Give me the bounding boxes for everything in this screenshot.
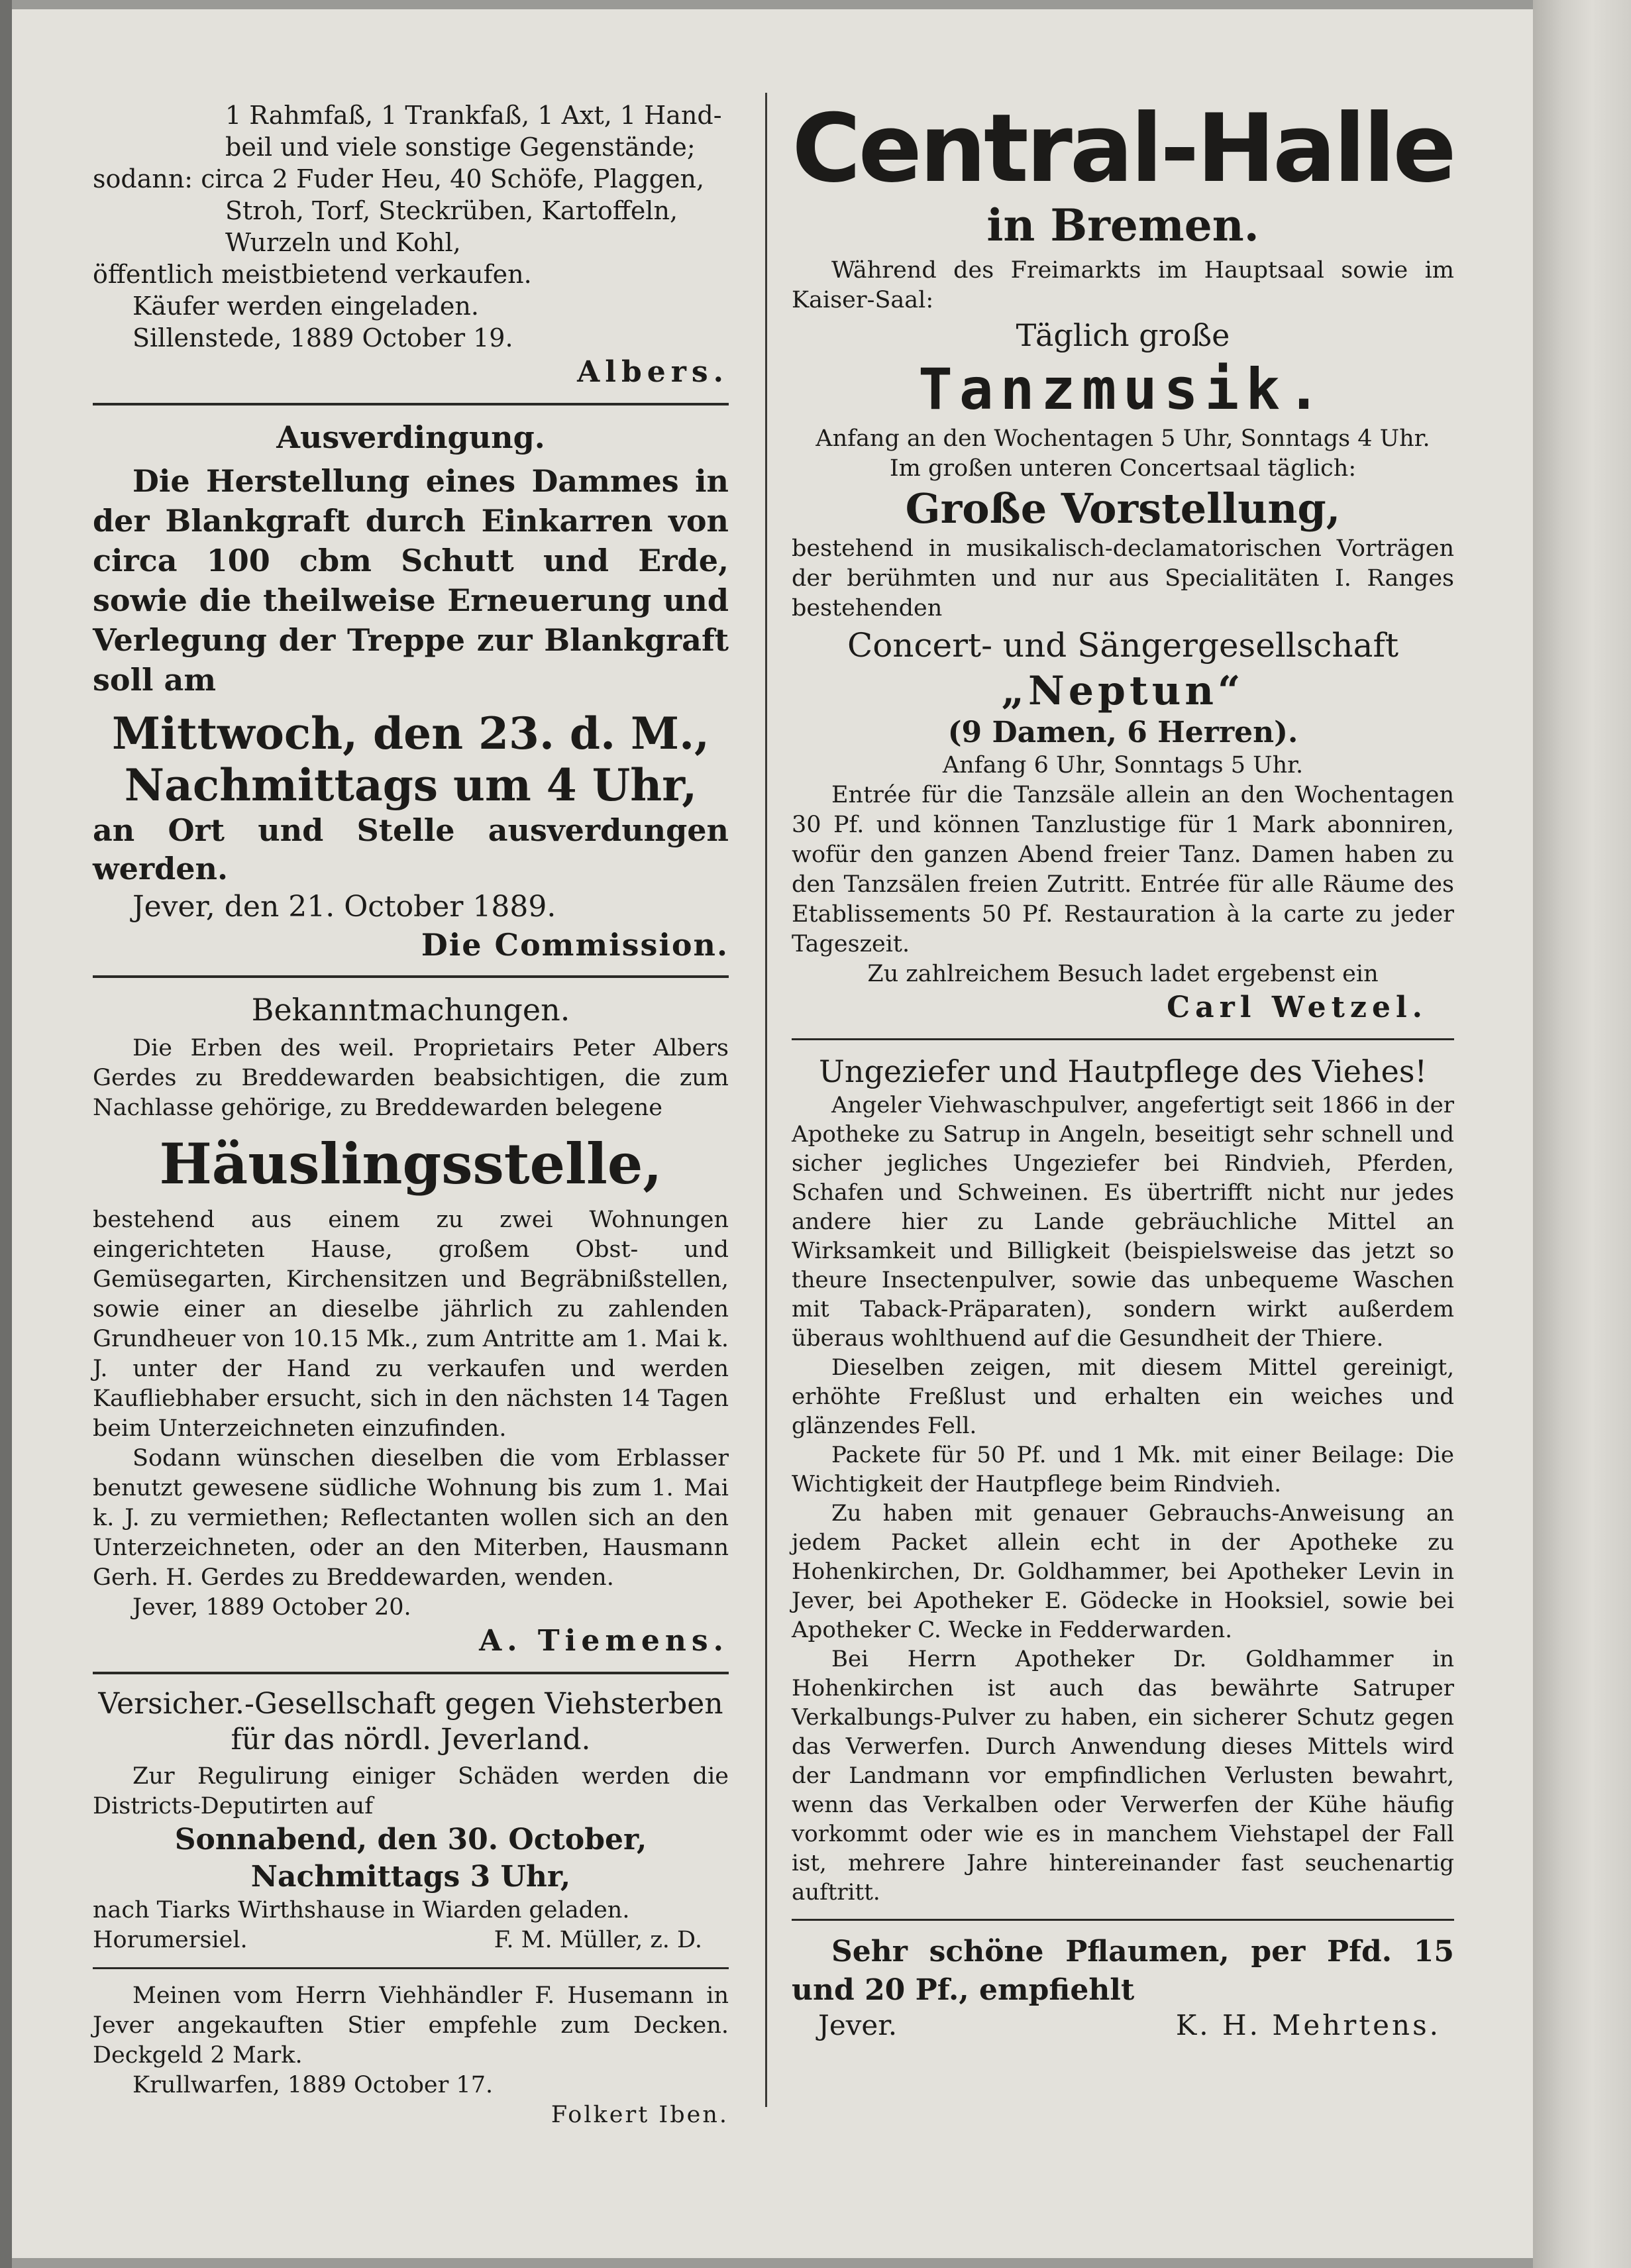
ad-intro: Während des Freimarkts im Hauptsaal sowie im Kaiser-Saal: xyxy=(792,257,1454,313)
ad-time: Nachmittags um 4 Uhr, xyxy=(124,759,698,811)
ad-text: Packete für 50 Pf. und 1 Mk. mit einer Beilage: Die Wichtigkeit der Hautpflege beim Rindvieh. xyxy=(792,1442,1454,1497)
ad-text: Die Herstellung eines Dammes in der Blankgraft durch Einkarren von circa 100 cbm Schutt und Erde, sowie die theilweise Erneuerung und Verlegung der Treppe zur Blankgraft soll am xyxy=(93,463,729,698)
ad-time: Nachmittags 3 Uhr, xyxy=(250,1860,571,1894)
ad-text: bestehend in musikalisch-declamatorischen Vorträgen der berühmten und nur aus Specialitäten I. Ranges bestehenden xyxy=(792,535,1454,621)
ad-line: Im großen unteren Concertsaal täglich: xyxy=(889,455,1357,482)
estate-ad xyxy=(93,990,729,1660)
ad-line: Wurzeln und Kohl, xyxy=(225,228,461,257)
ad-line: Stroh, Torf, Steckrüben, Kartoffeln, xyxy=(225,196,678,225)
ad-place-date: Sillenstede, 1889 October 19. xyxy=(132,323,513,352)
ad-signature: Albers. xyxy=(577,355,729,389)
ad-heading: Ausverdingung. xyxy=(276,419,545,455)
central-halle-ad xyxy=(792,94,1454,1026)
ad-line: Täglich große xyxy=(1016,317,1230,353)
ad-line: Concert- und Sängergesellschaft xyxy=(847,626,1399,665)
separator-rule xyxy=(792,1038,1454,1040)
ad-line: Käufer werden eingeladen. xyxy=(132,292,479,321)
plum-ad xyxy=(792,1933,1454,2041)
ad-title: Häuslingsstelle, xyxy=(159,1131,662,1197)
ad-footer xyxy=(792,2010,1454,2041)
ad-text: Bei Herrn Apotheker Dr. Goldhammer in Hohenkirchen ist auch das bewährte Satruper Verkalbungs-Pulver zu haben, ein sicherer Schutz gegen das Verwerfen. Durch Anwendung dieses Mittels wird der Landmann vor empfindlichen Verlusten bewahrt, wenn das Verkalben oder Verwerfen der Kühe häufig vorkommt oder wie es in manchem Viehstapel der Fall ist, mehrere Jahre hintereinander fast seuchenartig auftritt. xyxy=(792,1646,1454,1906)
tender-ad xyxy=(93,417,729,963)
auction-ad xyxy=(93,99,729,391)
ad-subtitle: in Bremen. xyxy=(986,199,1259,251)
separator-rule xyxy=(93,975,729,978)
ad-intro: Die Erben des weil. Proprietairs Peter Albers Gerdes zu Breddewarden beabsichtigen, die zum Nachlasse gehörige, zu Breddewarden belegene xyxy=(93,1035,729,1121)
insurance-ad xyxy=(93,1686,729,1955)
ad-text: Entrée für die Tanzsäle allein an den Wochentagen 30 Pf. und können Tanzlustige für 1 Mark abonniren, wofür den ganzen Abend freier Tanz. Damen haben zu den Tanzsälen freien Zutritt. Entrée für alle Räume des Etablissements 50 Pf. Restauration à la carte zu jeder Tageszeit. xyxy=(792,782,1454,957)
ad-heading: für das nördl. Jeverland. xyxy=(231,1723,591,1756)
ad-headline: „Neptun“ xyxy=(1001,668,1245,714)
cattle-powder-ad xyxy=(792,1052,1454,1907)
ad-place-date: Krullwarfen, 1889 October 17. xyxy=(132,2072,494,2098)
ad-line: 1 Rahmfaß, 1 Trankfaß, 1 Axt, 1 Hand- xyxy=(225,101,722,130)
ad-heading: Ungeziefer und Hautpflege des Viehes! xyxy=(819,1053,1427,1089)
ad-place-date: Jever, 1889 October 20. xyxy=(132,1594,411,1621)
page-edge xyxy=(1533,0,1631,2268)
ad-footer xyxy=(93,1925,729,1955)
ad-headline: Tanzmusik. xyxy=(918,356,1328,423)
ad-line: (9 Damen, 6 Herren). xyxy=(947,716,1298,749)
ad-title: Central-Halle xyxy=(792,94,1454,203)
ad-signature: K. H. Mehrtens. xyxy=(1175,2009,1441,2041)
column-divider xyxy=(765,93,767,2107)
right-column xyxy=(792,94,1454,2041)
ad-text: Angeler Viehwaschpulver, angefertigt seit 1866 in der Apotheke zu Satrup in Angeln, beseitigt sehr schnell und sicher jegliches Ungeziefer bei Rindvieh, Pferden, Schafen und Schweinen. Es übertrifft nicht nur jedes andere hier zu Lande gebräuchliche Mittel an Wirksamkeit und Billigkeit (beispielsweise das jetzt so theure Insectenpulver, sowie das unbequeme Waschen mit Taback-Präparaten), sondern wirkt außerdem überaus wohlthuend auf die Gesundheit der Thiere. xyxy=(792,1092,1454,1352)
ad-text: nach Tiarks Wirthshause in Wiarden geladen. xyxy=(93,1897,630,1923)
ad-line: sodann: circa 2 Fuder Heu, 40 Schöfe, Plaggen, xyxy=(93,164,705,193)
ad-text: bestehend aus einem zu zwei Wohnungen eingerichteten Hause, großem Obst- und Gemüsegarten, Kirchensitzen und Begräbnißstellen, sowie einer an dieselbe jährlich zu zahlenden Grundheuer von 10.15 Mk., zum Antritte am 1. Mai k. J. unter der Hand zu verkaufen und werden Kaufliebhaber ersucht, sich in den nächsten 14 Tagen beim Unterzeichneten einzufinden. xyxy=(93,1207,729,1442)
ad-signature: A. Tiemens. xyxy=(479,1624,729,1658)
separator-rule xyxy=(93,1672,729,1674)
binding-shadow xyxy=(0,0,12,2268)
ad-signature: F. M. Müller, z. D. xyxy=(494,1927,702,1953)
ad-place: Horumersiel. xyxy=(93,1927,248,1953)
stud-ad xyxy=(93,1981,729,2130)
ad-line: Anfang an den Wochentagen 5 Uhr, Sonntags 4 Uhr. xyxy=(816,425,1430,452)
separator-rule xyxy=(93,403,729,405)
ad-text: Dieselben zeigen, mit diesem Mittel gereinigt, erhöhte Freßlust und erhalten ein weiches und glänzendes Fell. xyxy=(792,1354,1454,1439)
ad-text: Sehr schöne Pflaumen, per Pfd. 15 und 20 Pf., empfiehlt xyxy=(792,1935,1454,2007)
ad-text: Zu haben mit genauer Gebrauchs-Anweisung an jedem Packet allein echt in der Apotheke zu Hohenkirchen, Dr. Goldhammer, bei Apotheker Levin in Jever, bei Apotheker E. Gödecke in Hooksiel, sowie bei Apotheker C. Wecke in Fedderwarden. xyxy=(792,1500,1454,1643)
ad-text: Zur Regulirung einiger Schäden werden die Districts-Deputirten auf xyxy=(93,1763,729,1819)
separator-rule xyxy=(792,1919,1454,1921)
ad-text: Meinen vom Herrn Viehhändler F. Husemann in Jever angekauften Stier empfehle zum Decken. Deckgeld 2 Mark. xyxy=(93,1982,729,2069)
ad-place: Jever. xyxy=(818,2009,898,2041)
ad-headline: Große Vorstellung, xyxy=(905,484,1341,533)
ad-text: an Ort und Stelle ausverdungen werden. xyxy=(93,812,729,887)
ad-line: Anfang 6 Uhr, Sonntags 5 Uhr. xyxy=(942,752,1304,779)
ad-line: öffentlich meistbietend verkaufen. xyxy=(93,260,532,289)
ad-line: beil und viele sonstige Gegenstände; xyxy=(225,133,696,162)
ad-signature: Carl Wetzel. xyxy=(1167,991,1428,1024)
ad-heading: Versicher.-Gesellschaft gegen Viehsterben xyxy=(98,1687,723,1721)
ad-heading: Bekanntmachungen. xyxy=(251,992,570,1028)
separator-rule xyxy=(93,1967,729,1969)
ad-place-date: Jever, den 21. October 1889. xyxy=(132,890,556,924)
ad-date: Sonnabend, den 30. October, xyxy=(174,1823,647,1857)
ad-signature: Die Commission. xyxy=(421,927,729,963)
ad-line: Zu zahlreichem Besuch ladet ergebenst ein xyxy=(867,961,1379,987)
ad-signature: Folkert Iben. xyxy=(551,2102,729,2128)
ad-text: Sodann wünschen dieselben die vom Erblasser benutzt gewesene südliche Wohnung bis zum 1. Mai k. J. zu vermiethen; Reflectanten wollen sich an den Unterzeichneten, oder an den Miterben, Hausmann Gerh. H. Gerdes zu Breddewarden, wenden. xyxy=(93,1445,729,1591)
left-column xyxy=(93,99,729,2130)
ad-date: Mittwoch, den 23. d. M., xyxy=(111,708,710,759)
